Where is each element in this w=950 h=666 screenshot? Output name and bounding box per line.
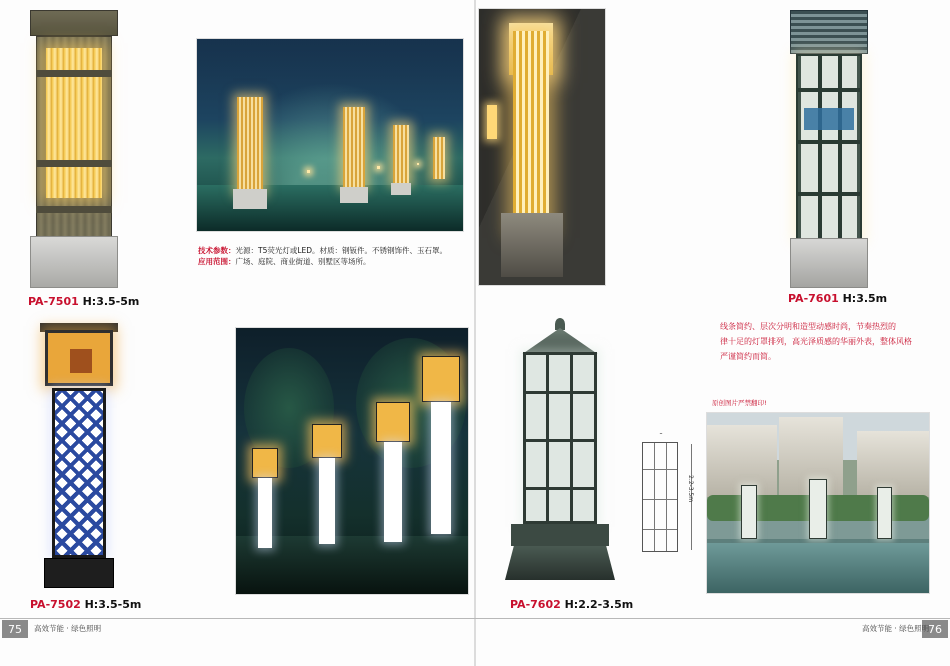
secondary-light bbox=[487, 105, 497, 139]
spec-app-text: 广场、庭院、商业街道、别墅区等场所。 bbox=[235, 257, 371, 267]
drawing-body bbox=[642, 442, 678, 552]
photo-residential-scene bbox=[706, 412, 930, 594]
copyright-note: 原创图片严禁翻印! bbox=[712, 399, 767, 407]
photo-lantern-head bbox=[312, 424, 342, 458]
dimension-label: 2.2-3.5m bbox=[687, 475, 694, 503]
lamp-band bbox=[36, 206, 112, 213]
spec-tech-text: 光源：T5荧光灯或LED。材质：钢钣件。不锈钢饰件、玉石罩。 bbox=[235, 246, 448, 255]
code-text: PA-7601 bbox=[788, 292, 839, 305]
frame-bar-vertical bbox=[838, 54, 842, 240]
height-text: H:3.5-5m bbox=[82, 295, 140, 308]
product-image-pa-7501 bbox=[30, 10, 118, 290]
lamp-body-glow bbox=[513, 31, 549, 231]
photo-lantern-head bbox=[422, 356, 460, 402]
code-text: PA-7602 bbox=[510, 598, 561, 611]
lantern-cage bbox=[523, 352, 597, 524]
footer-text-right: 高效节能 · 绿色照明 bbox=[862, 624, 930, 633]
lamp-base bbox=[30, 236, 118, 288]
louver-top bbox=[790, 10, 868, 54]
product-image-pa-7602 bbox=[505, 318, 615, 588]
product-code-pa-7601 bbox=[788, 292, 887, 305]
photo-lamp-base bbox=[391, 183, 411, 195]
spec-app-line bbox=[198, 256, 458, 267]
installed-lamp bbox=[877, 487, 892, 539]
design-note-line: 线条简约、层次分明和造型动感时尚，节奏热烈的 bbox=[720, 322, 896, 331]
grid-bar-horizontal bbox=[526, 439, 594, 442]
lamp-plinth bbox=[511, 524, 609, 546]
drawing-line bbox=[643, 499, 677, 500]
frame-bar-horizontal bbox=[796, 192, 862, 196]
drawing-line bbox=[643, 469, 677, 470]
photo-lamp-column bbox=[433, 137, 445, 179]
grid-bar-horizontal bbox=[526, 487, 594, 490]
stone-base bbox=[501, 213, 563, 277]
photo-street-night bbox=[235, 327, 469, 595]
product-code-pa-7501 bbox=[28, 295, 139, 308]
photo-lamp-closeup bbox=[478, 8, 606, 286]
design-note-line: 严谨简约而简。 bbox=[720, 351, 776, 361]
technical-drawing bbox=[632, 430, 692, 565]
grid-bar-vertical bbox=[570, 355, 573, 521]
height-text: H:3.5-5m bbox=[84, 598, 142, 611]
distant-light bbox=[377, 166, 380, 169]
grid-bar-vertical bbox=[546, 355, 549, 521]
photo-lamp-post bbox=[319, 458, 335, 544]
photo-lamp-base bbox=[233, 189, 267, 209]
product-image-pa-7601 bbox=[790, 10, 868, 290]
footer-divider bbox=[0, 618, 950, 619]
spec-block bbox=[198, 245, 458, 268]
code-text: PA-7501 bbox=[28, 295, 79, 308]
spec-app-label: 应用范围： bbox=[198, 257, 236, 267]
installed-lamp bbox=[741, 485, 757, 539]
installed-lamp bbox=[809, 479, 827, 539]
photo-lamp-column bbox=[343, 107, 365, 187]
design-note-line: 律十足的灯罩排列，高光泽质感的华丽外表，整体风格 bbox=[720, 336, 912, 346]
product-code-pa-7602 bbox=[510, 598, 633, 611]
photo-lamp-base bbox=[340, 187, 368, 203]
photo-lamp-post bbox=[258, 478, 272, 548]
spec-tech-line bbox=[198, 245, 458, 256]
photo-night-plaza bbox=[196, 38, 464, 232]
footer-text-left: 高效节能 · 绿色照明 bbox=[34, 624, 102, 633]
lamp-band bbox=[36, 160, 112, 167]
photo-lantern-head bbox=[252, 448, 278, 478]
lantern-head bbox=[45, 330, 113, 386]
page-number-right: 76 bbox=[922, 620, 948, 638]
photo-lantern-head bbox=[376, 402, 410, 442]
product-code-pa-7502 bbox=[30, 598, 141, 611]
blue-accent-panel bbox=[804, 108, 854, 130]
grid-bar-horizontal bbox=[526, 391, 594, 394]
distant-light bbox=[307, 170, 310, 173]
lantern-roof bbox=[513, 328, 607, 354]
page-spine bbox=[474, 0, 476, 666]
frame-bar-horizontal bbox=[796, 140, 862, 144]
photo-lamp-post bbox=[384, 442, 402, 542]
lamp-body bbox=[796, 54, 862, 240]
distant-light bbox=[417, 163, 419, 165]
code-text: PA-7502 bbox=[30, 598, 81, 611]
drawing-line bbox=[654, 443, 655, 551]
building bbox=[857, 431, 929, 497]
lamp-base bbox=[790, 238, 868, 288]
lamp-base bbox=[505, 546, 615, 580]
lamp-band bbox=[36, 70, 112, 77]
spec-tech-label: 技术参数： bbox=[198, 246, 236, 255]
patterned-pole bbox=[52, 388, 106, 558]
photo-lamp-column bbox=[393, 125, 409, 183]
frame-bar-horizontal bbox=[796, 88, 862, 92]
photo-lamp-column bbox=[237, 97, 263, 193]
design-note bbox=[720, 320, 935, 364]
height-text: H:3.5m bbox=[842, 292, 888, 305]
height-text: H:2.2-3.5m bbox=[564, 598, 634, 611]
frame-bar-vertical bbox=[818, 54, 822, 240]
water-surface bbox=[707, 543, 929, 593]
page-number-left: 75 bbox=[2, 620, 28, 638]
drawing-line bbox=[666, 443, 667, 551]
drawing-line bbox=[643, 529, 677, 530]
photo-lamp-post bbox=[431, 402, 451, 534]
pole-base bbox=[44, 558, 114, 588]
lamp-cap bbox=[30, 10, 118, 36]
product-image-pa-7502 bbox=[40, 330, 118, 592]
